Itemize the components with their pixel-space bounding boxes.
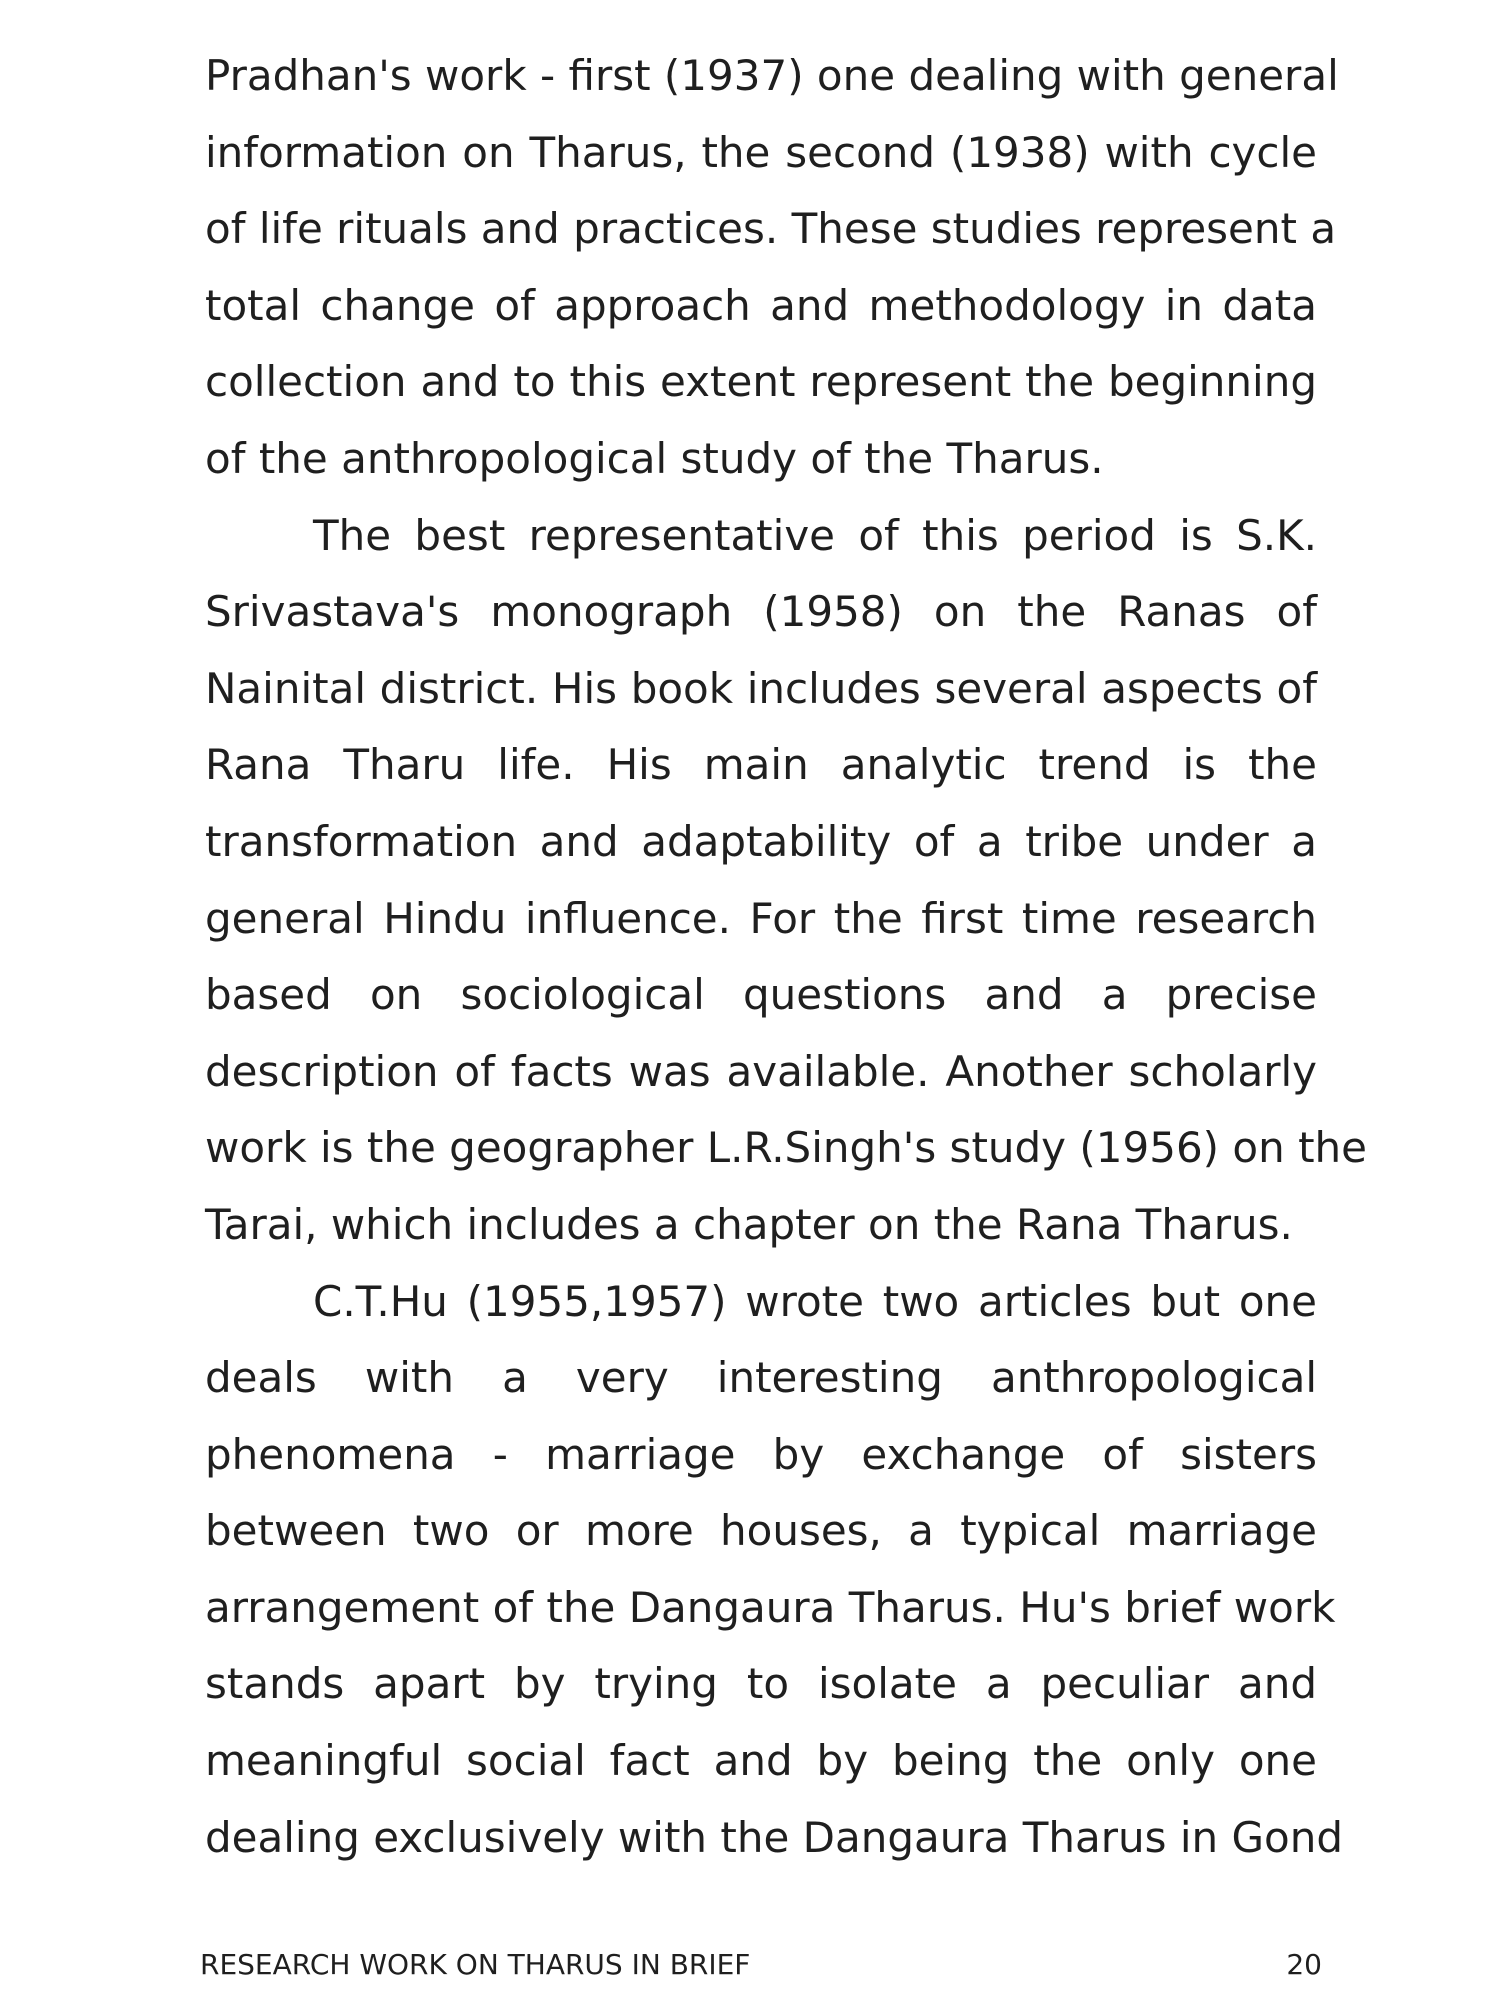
text-line: of the anthropological study of the Tharus. (205, 433, 1104, 483)
text-line: information on Tharus, the second (1938) with cycle (205, 127, 1317, 177)
text-line: stands apart by trying to isolate a peculiar and (205, 1659, 1317, 1709)
text-line: C.T.Hu (1955,1957) wrote two articles but one (313, 1276, 1317, 1326)
text-line: The best representative of this period is S.K. (313, 510, 1317, 560)
text-line: Rana Tharu life. His main analytic trend is the (205, 740, 1317, 790)
text-line: based on sociological questions and a precise (205, 970, 1317, 1020)
page-body (205, 38, 1367, 1876)
text-line: between two or more houses, a typical marriage (205, 1506, 1317, 1556)
text-line: Nainital district. His book includes several aspects of (205, 663, 1317, 713)
text-line: phenomena - marriage by exchange of sisters (205, 1429, 1317, 1479)
text-line: dealing exclusively with the Dangaura Tharus in Gond (205, 1812, 1344, 1862)
text-line: Tarai, which includes a chapter on the Rana Tharus. (205, 1199, 1293, 1249)
text-line: deals with a very interesting anthropological (205, 1353, 1317, 1403)
running-footer-title: RESEARCH WORK ON THARUS IN BRIEF (200, 1948, 751, 1981)
text-line: Pradhan's work - first (1937) one dealing with general (205, 51, 1339, 100)
paragraph (205, 38, 1339, 498)
text-line: meaningful social fact and by being the only one (205, 1736, 1317, 1786)
text-line: transformation and adaptability of a tribe under a (205, 816, 1317, 866)
page-footer (200, 1948, 1322, 1982)
text-line: arrangement of the Dangaura Tharus. Hu's brief work (205, 1582, 1336, 1632)
text-line: general Hindu influence. For the first time research (205, 893, 1317, 943)
paragraph (205, 498, 1367, 1264)
text-line: collection and to this extent represent the beginning (205, 357, 1317, 407)
page-number: 20 (1286, 1948, 1322, 1981)
text-line: of life rituals and practices. These studies represent a (205, 204, 1337, 254)
paragraph (205, 1264, 1344, 1877)
text-line: description of facts was available. Another scholarly (205, 1046, 1317, 1096)
text-line: work is the geographer L.R.Singh's study (1956) on the (205, 1123, 1367, 1173)
text-line: total change of approach and methodology in data (205, 280, 1317, 330)
text-line: Srivastava's monograph (1958) on the Ranas of (205, 587, 1317, 637)
